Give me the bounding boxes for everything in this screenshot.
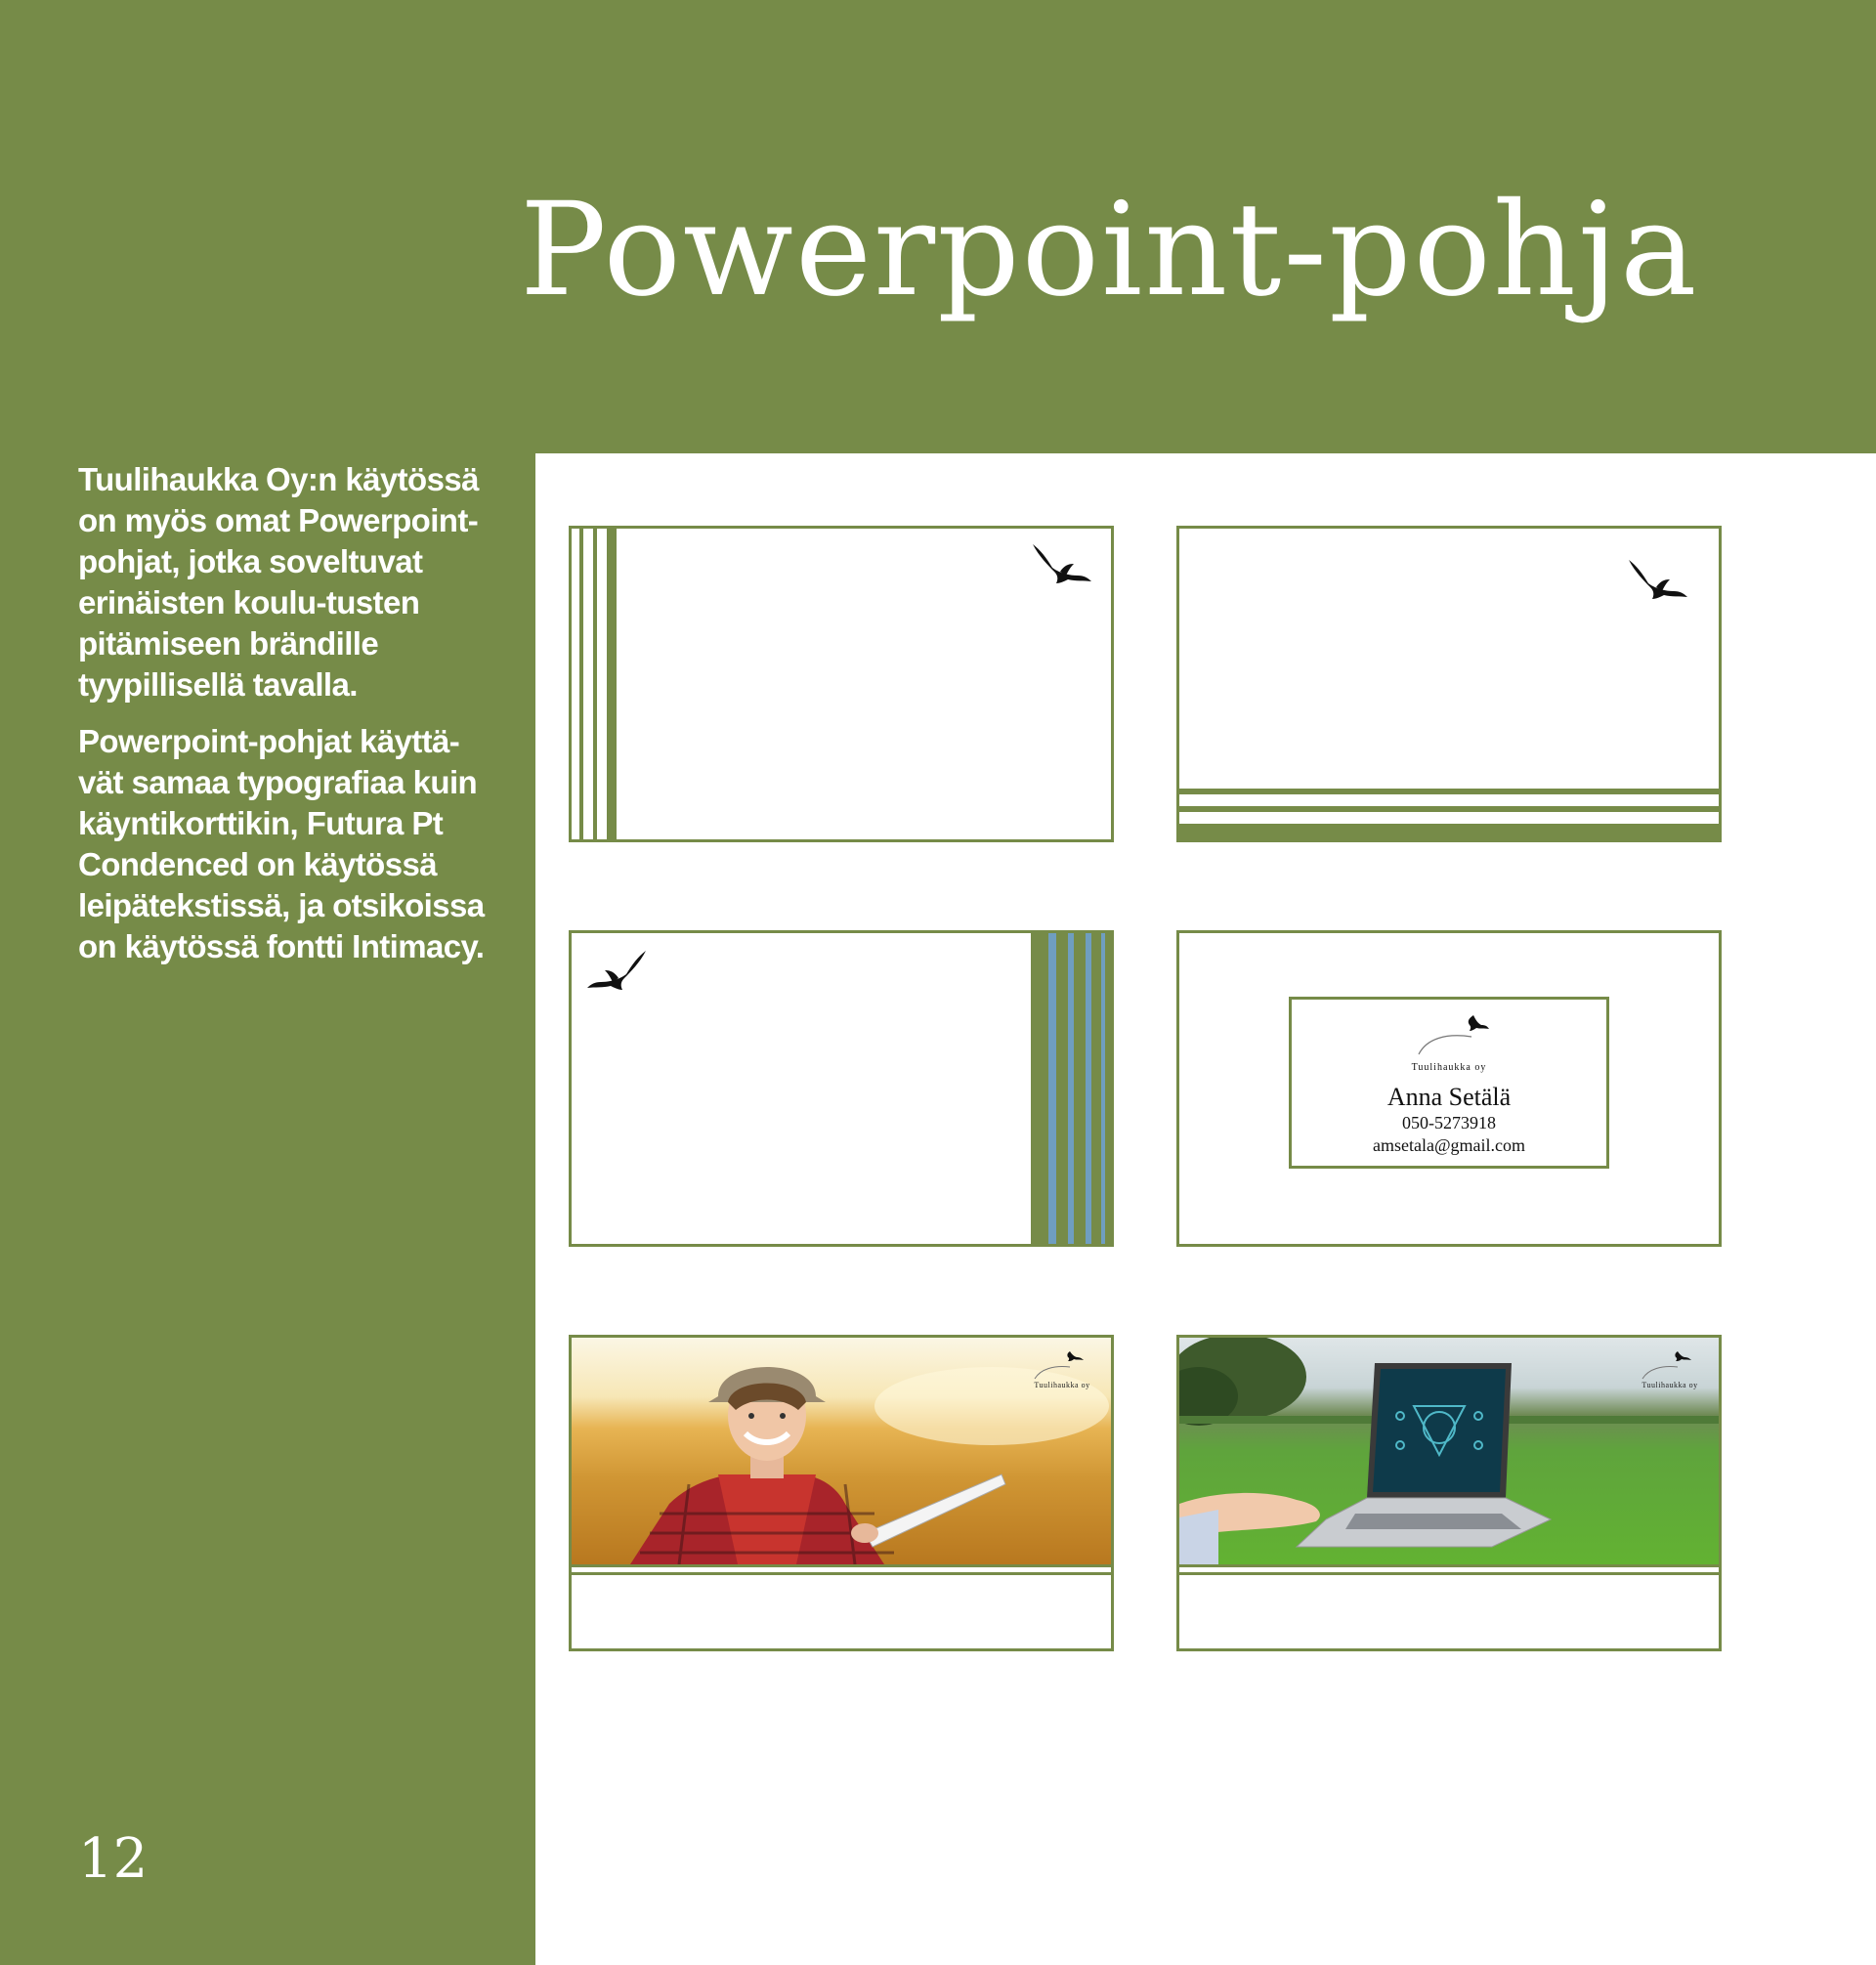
stripe [579, 529, 583, 839]
stripe [1179, 1572, 1719, 1575]
business-card-name: Anna Setälä [1386, 1083, 1512, 1111]
bird-logo-icon [1031, 542, 1093, 585]
bird-logo-icon [1031, 1347, 1089, 1383]
slide-template-left-stripes [569, 526, 1114, 842]
slide-template-bottom-stripes [1176, 526, 1722, 842]
stripe [572, 1572, 1111, 1575]
slide-logo-text: Tuulihaukka oy [1642, 1381, 1698, 1389]
intro-paragraph-1: Tuulihaukka Oy:n käytössä on myös omat Powerpoint-pohjat, jotka soveltuvat erinäisten koulu-tusten pitämiseen brändille tyypillisellä tavalla. [78, 461, 479, 703]
slide-template-business-card [1176, 930, 1722, 1247]
stripe [1101, 933, 1105, 1244]
stripe [1179, 824, 1719, 839]
stripe [1179, 806, 1719, 812]
bird-logo-icon [1413, 1011, 1491, 1060]
page-number: 12 [78, 1827, 149, 1891]
slide-logo-text: Tuulihaukka oy [1034, 1381, 1090, 1389]
stripe [1086, 933, 1091, 1244]
business-card [1289, 997, 1609, 1169]
page-title: Powerpoint-pohja [520, 175, 1699, 325]
intro-text-column [78, 459, 498, 983]
laptop-field-photo [1179, 1338, 1719, 1564]
intro-paragraph-2: Powerpoint-pohjat käyttä-vät samaa typografiaa kuin käyntikorttikin, Futura Pt Condenced on käytössä leipätekstissä, ja otsikoissa on käytössä fontti Intimacy. [78, 723, 485, 964]
bird-logo-icon [1639, 1347, 1697, 1383]
stripe [1179, 1564, 1719, 1567]
stripe [1048, 933, 1056, 1244]
slide-template-right-stripes [569, 930, 1114, 1247]
stripe [1179, 789, 1719, 794]
bird-logo-icon [1627, 558, 1689, 601]
stripe [1068, 933, 1074, 1244]
stripe [607, 529, 617, 839]
business-card-company: Tuulihaukka oy [1411, 1062, 1487, 1073]
stripe [572, 1564, 1111, 1567]
slide-template-photo-field [569, 1335, 1114, 1651]
business-card-email: amsetala@gmail.com [1372, 1135, 1526, 1155]
slide-template-photo-laptop [1176, 1335, 1722, 1651]
business-card-phone: 050-5273918 [1402, 1113, 1496, 1132]
wheat-field-photo [572, 1338, 1111, 1564]
bird-logo-icon [585, 949, 648, 992]
stripe [593, 529, 597, 839]
